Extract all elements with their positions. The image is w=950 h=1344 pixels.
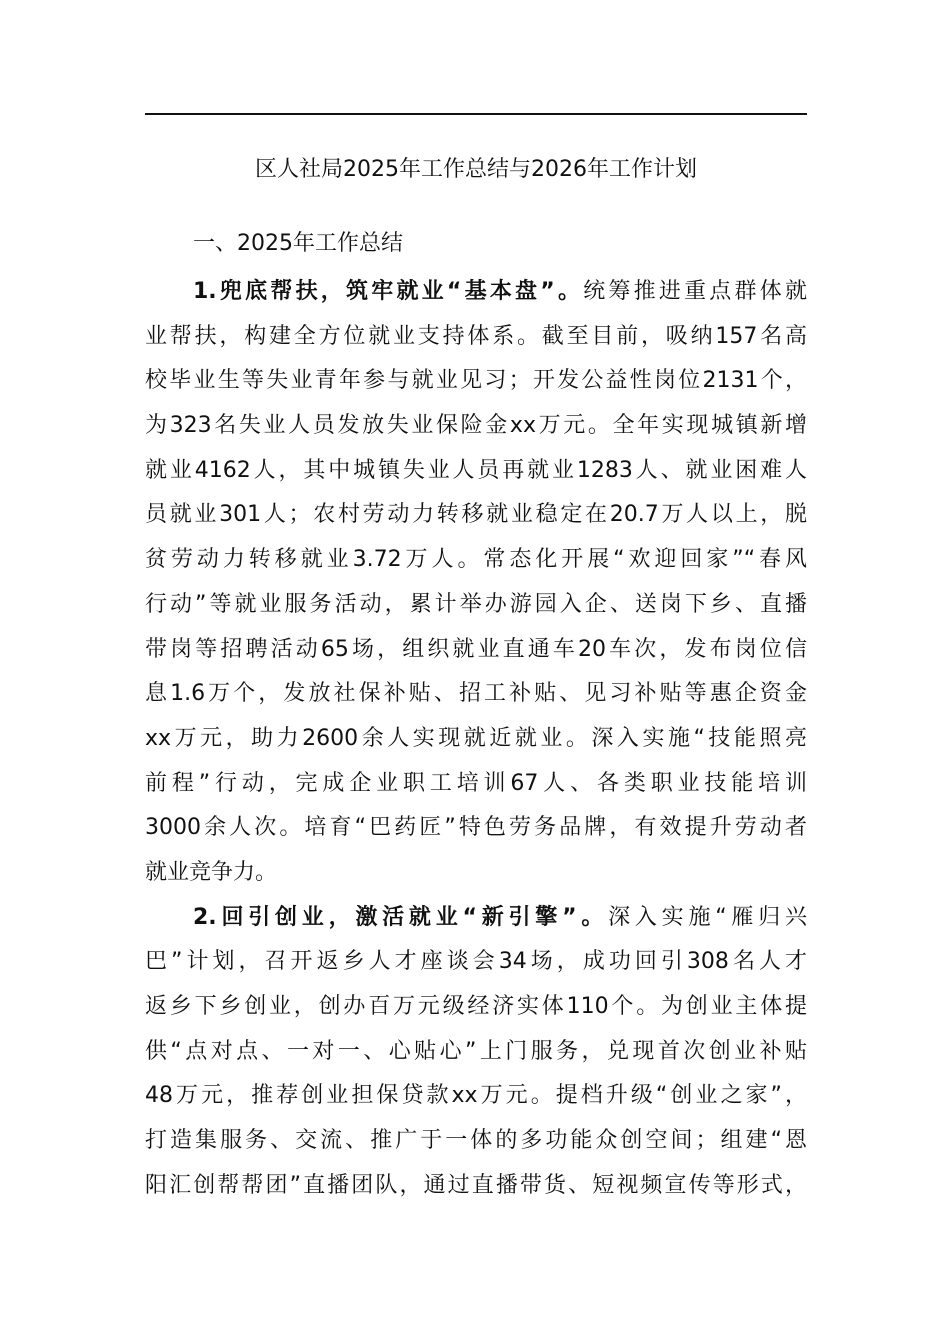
paragraph-line: 员就业301人；农村劳动力转移就业稳定在20.7万人以上，脱 [145, 502, 807, 528]
paragraph-line: 校毕业生等失业青年参与就业见习；开发公益性岗位2131个， [145, 368, 807, 394]
paragraph-text: 统筹推进重点群体就 [583, 279, 807, 304]
body-text [145, 270, 807, 1208]
document-title: 区人社局2025年工作总结与2026年工作计划 [255, 157, 697, 182]
paragraph-line: 业帮扶，构建全方位就业支持体系。截至目前，吸纳157名高 [145, 323, 807, 349]
paragraph-line: 返乡下乡创业，创办百万元级经济实体110个。为创业主体提 [145, 994, 807, 1019]
paragraph-heading: 1.兜底帮扶，筑牢就业“基本盘”。 [193, 279, 584, 304]
paragraph-line: 带岗等招聘活动65场，组织就业直通车20车次，发布岗位信 [145, 636, 807, 662]
paragraph-line [145, 896, 807, 941]
paragraph-line [145, 270, 807, 315]
paragraph-line: xx万元，助力2600余人实现就近就业。深入实施“技能照亮 [145, 725, 807, 751]
paragraph-line: 巴”计划，召开返乡人才座谈会34场，成功回引308名人才 [145, 949, 807, 975]
paragraph-line: 息1.6万个，发放社保补贴、招工补贴、见习补贴等惠企资金 [145, 681, 807, 707]
header-rule [145, 113, 807, 115]
paragraph-line: 阳汇创帮帮团”直播团队，通过直播带货、短视频宣传等形式， [145, 1172, 807, 1198]
paragraph-text: 深入实施“雁归兴 [608, 904, 807, 930]
paragraph-line: 就业4162人，其中城镇失业人员再就业1283人、就业困难人 [145, 457, 807, 483]
paragraph-line: 为323名失业人员发放失业保险金xx万元。全年实现城镇新增 [145, 413, 807, 439]
section-heading: 一、2025年工作总结 [193, 231, 403, 256]
paragraph-line: 打造集服务、交流、推广于一体的多功能众创空间；组建“恩 [145, 1128, 807, 1154]
paragraph-line: 行动”等就业服务活动，累计举办游园入企、送岗下乡、直播 [145, 591, 807, 617]
paragraph-line: 就业竞争力。 [145, 859, 278, 885]
paragraph-heading: 2.回引创业，激活就业“新引擎”。 [193, 904, 609, 930]
paragraph-line: 48万元，推荐创业担保贷款xx万元。提档升级“创业之家”， [145, 1083, 807, 1109]
paragraph-line: 供“点对点、一对一、心贴心”上门服务，兑现首次创业补贴 [145, 1038, 807, 1064]
paragraph-line: 前程”行动，完成企业职工培训67人、各类职业技能培训 [145, 770, 807, 796]
paragraph-line: 3000余人次。培育“巴药匠”特色劳务品牌，有效提升劳动者 [145, 815, 807, 841]
paragraph-line: 贫劳动力转移就业3.72万人。常态化开展“欢迎回家”“春风 [145, 547, 807, 573]
